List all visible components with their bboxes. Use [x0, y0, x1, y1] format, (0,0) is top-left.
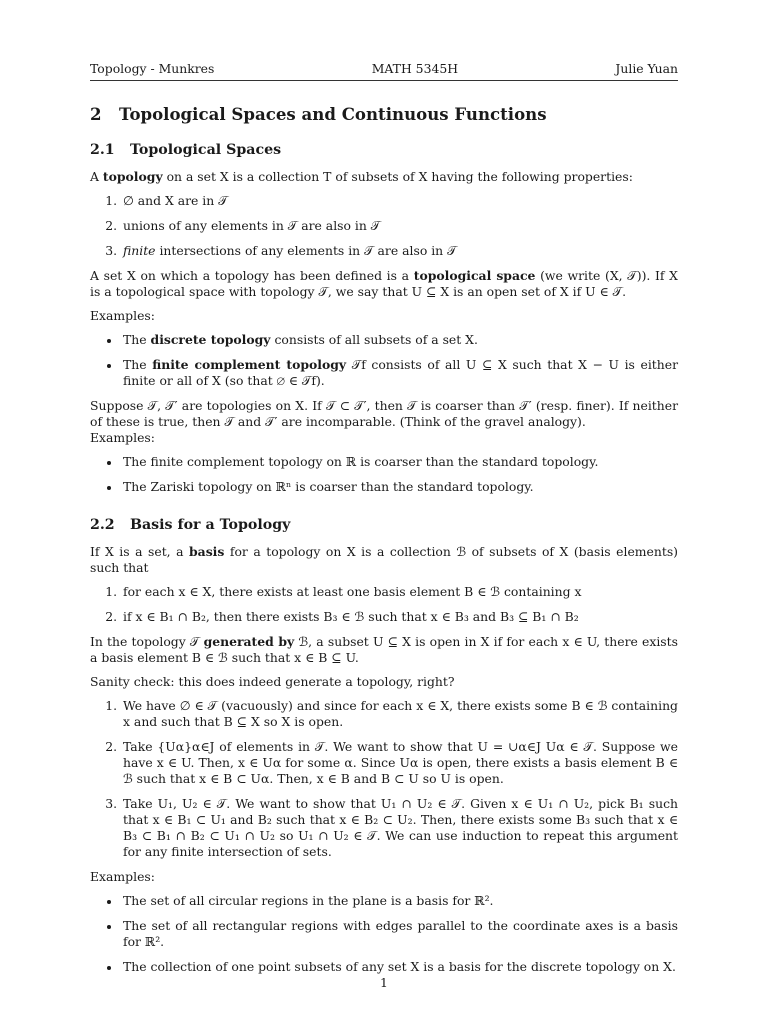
text-run: The — [123, 357, 153, 372]
list-item: 3. Take U₁, U₂ ∈ 𝒯. We want to show that U₁ ∩ U₂ ∈ 𝒯. Given x ∈ U₁ ∩ U₂, pick B₁ such that x ∈ B₁ ⊂ U₁ and B₂ such that x ∈ B₂ ⊂ U₂. Then, there exists some B₃ such that x ∈ B₃ ⊂ B₁ ∩ B₂ ⊂ U₁ ∩ U₂ so U₁ ∩ U₂ ∈ 𝒯. We can use induction to repeat this argument for any finite intersection of sets. — [121, 796, 678, 860]
list-item — [121, 332, 678, 348]
examples-label: Examples: — [90, 869, 155, 884]
coarser-finer-paragraph: Suppose 𝒯, 𝒯′ are topologies on X. If 𝒯 ⊂ 𝒯′, then 𝒯 is coarser than 𝒯′ (resp. finer). If neither of these is true, then 𝒯 and 𝒯′ are incomparable. (Think of the gravel analogy). — [90, 398, 678, 429]
section-title: Topological Spaces and Continuous Functions — [119, 104, 547, 124]
sanity-check-proof-list — [90, 698, 678, 860]
emphasis-finite: finite — [123, 243, 156, 258]
list-item: 2. Take {Uα}α∈J of elements in 𝒯. We want to show that U = ∪α∈J Uα ∈ 𝒯. Suppose we have x ∈ U. Then, x ∈ Uα for some α. Since Uα is open, there exists a basis element B ∈ ℬ such that x ∈ B ⊂ Uα. Then, x ∈ B and B ⊂ U so U is open. — [121, 739, 678, 787]
document-body — [90, 104, 678, 984]
text-run: In the topology 𝒯 — [90, 634, 204, 649]
term-generated-by: generated by — [203, 634, 295, 649]
list-item — [121, 243, 678, 259]
topology-definition — [90, 169, 678, 185]
text-run: consists of all subsets of a set X. — [270, 332, 478, 347]
term-topological-space: topological space — [413, 268, 536, 283]
list-item: 1. ∅ and X are in 𝒯 — [121, 193, 678, 209]
section-number: 2 — [90, 104, 102, 124]
header-course-title: Topology - Munkres — [90, 61, 215, 76]
list-item: • The set of all circular regions in the plane is a basis for ℝ². — [121, 893, 678, 909]
list-item — [121, 357, 678, 389]
subsection-number: 2.2 — [90, 517, 115, 533]
subsection-heading-basis — [90, 516, 678, 534]
text-run: A — [90, 169, 103, 184]
list-item: 2. unions of any elements in 𝒯 are also in 𝒯 — [121, 218, 678, 234]
list-item: • The set of all rectangular regions with edges parallel to the coordinate axes is a basis for ℝ². — [121, 918, 678, 950]
list-item: • The finite complement topology on ℝ is coarser than the standard topology. — [121, 454, 678, 470]
header-course-code: MATH 5345H — [371, 61, 459, 76]
topology-properties-list — [90, 193, 678, 259]
list-item: 2. if x ∈ B₁ ∩ B₂, then there exists B₃ ∈ ℬ such that x ∈ B₃ and B₃ ⊆ B₁ ∩ B₂ — [121, 609, 678, 625]
list-item: 1. for each x ∈ X, there exists at least one basis element B ∈ ℬ containing x — [121, 584, 678, 600]
basis-definition — [90, 544, 678, 576]
comparison-examples-list — [90, 454, 678, 495]
text-run: for a topology on X is a collection ℬ of subsets of X (basis elements) such that — [90, 544, 679, 575]
topological-space-definition — [90, 268, 678, 300]
header-author: Julie Yuan — [615, 61, 678, 76]
basis-examples-list — [90, 893, 678, 975]
subsection-number: 2.1 — [90, 142, 115, 158]
term-discrete-topology: discrete topology — [150, 332, 271, 347]
generated-topology-definition — [90, 634, 678, 666]
text-run: 𝒯f consists of all U ⊆ X such that X − U is either finite or all of X (so that ∅ ∈ 𝒯f). — [123, 357, 679, 388]
subsection-title: Topological Spaces — [130, 142, 282, 158]
section-heading — [90, 104, 678, 124]
list-item: 1. We have ∅ ∈ 𝒯 (vacuously) and since for each x ∈ X, there exists some B ∈ ℬ containing x and such that B ⊆ X so X is open. — [121, 698, 678, 730]
text-run: A set X on which a topology has been defined is a — [90, 268, 414, 283]
page-number: 1 — [380, 975, 388, 990]
topology-examples-list — [90, 332, 678, 389]
text-run: ℬ, a subset U ⊆ X is open in X if for each x ∈ U, there exists a basis element B ∈ ℬ such that x ∈ B ⊆ U. — [90, 634, 678, 665]
examples-label: Examples: — [90, 308, 155, 323]
subsection-heading-topological-spaces — [90, 141, 678, 159]
text-run: (we write (X, 𝒯)). If X is a topological space with topology 𝒯, we say that U ⊆ X is an open set of X if U ∈ 𝒯. — [90, 268, 679, 299]
text-run: on a set X is a collection T of subsets of X having the following properties: — [162, 169, 633, 184]
subsection-title: Basis for a Topology — [130, 517, 291, 533]
term-basis: basis — [189, 544, 225, 559]
basis-conditions-list — [90, 584, 678, 625]
examples-label: Examples: — [90, 430, 155, 445]
running-header — [90, 61, 678, 81]
term-finite-complement-topology: finite complement topology — [152, 357, 347, 372]
list-item: • The Zariski topology on ℝⁿ is coarser than the standard topology. — [121, 479, 678, 495]
text-run: intersections of any elements in 𝒯 are also in 𝒯 — [155, 243, 457, 258]
term-topology: topology — [102, 169, 163, 184]
sanity-check: Sanity check: this does indeed generate a topology, right? — [90, 674, 455, 689]
text-run: If X is a set, a — [90, 544, 190, 559]
list-item: • The collection of one point subsets of any set X is a basis for the discrete topology on X. — [121, 959, 678, 975]
text-run: The — [123, 332, 151, 347]
